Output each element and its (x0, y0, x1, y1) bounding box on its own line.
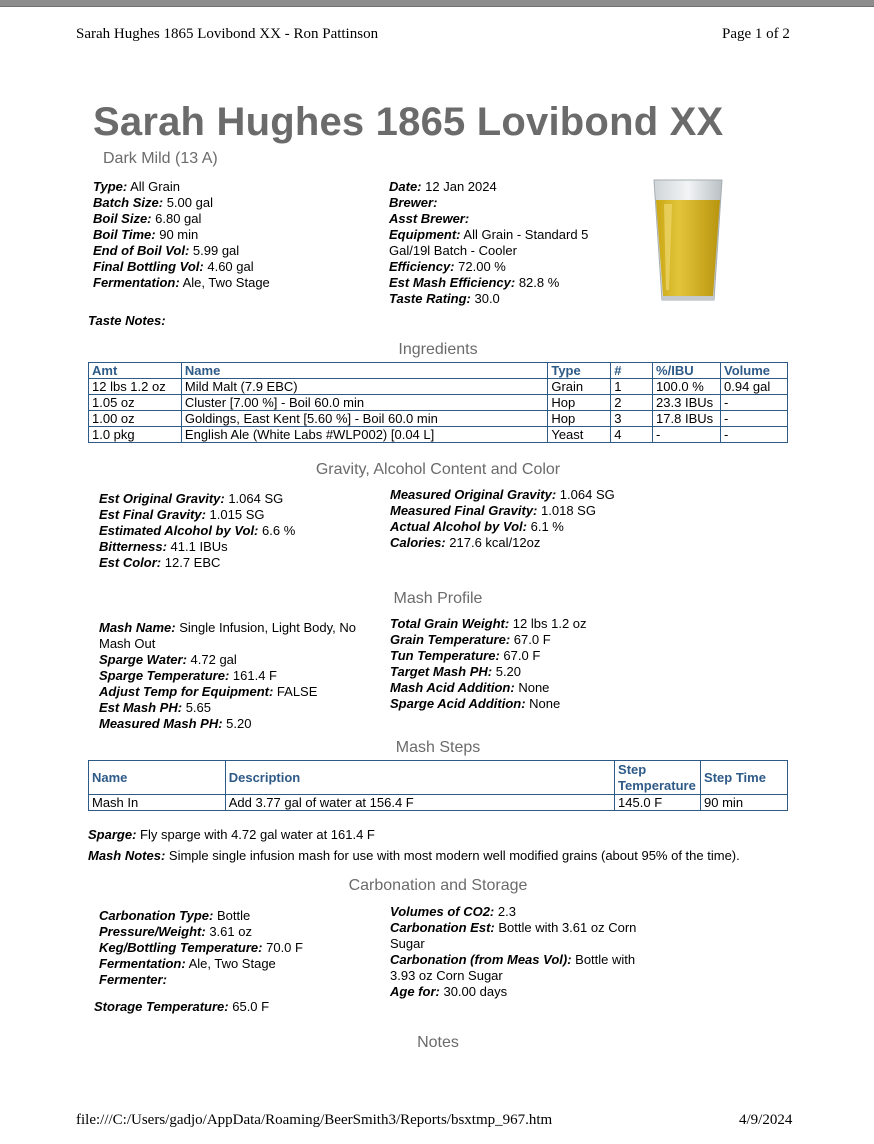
field-sparge-acid: Sparge Acid Addition: None (390, 696, 561, 711)
field-end-boil-vol: End of Boil Vol: 5.99 gal (93, 243, 240, 258)
header-title: Sarah Hughes 1865 Lovibond XX - Ron Pattinson (76, 26, 379, 42)
field-tun-temperature: Tun Temperature: 67.0 F (390, 648, 541, 663)
field-brewer: Brewer: (389, 195, 438, 210)
window-top-border (0, 0, 874, 7)
field-est-mash-efficiency: Est Mash Efficiency: 82.8 % (389, 275, 560, 290)
field-equipment: Equipment: All Grain - Standard 5 (389, 227, 589, 242)
table-row: 1.0 pkg English Ale (White Labs #WLP002) [0.04 L] Yeast 4 - - (89, 427, 788, 443)
field-target-mash-ph: Target Mash PH: 5.20 (390, 664, 522, 679)
table-row: Mash In Add 3.77 gal of water at 156.4 F 145.0 F 90 min (89, 795, 788, 811)
col-step-description: Description (225, 761, 614, 795)
field-est-fg: Est Final Gravity: 1.015 SG (99, 507, 265, 522)
field-bitterness: Bitterness: 41.1 IBUs (99, 539, 228, 554)
field-fermentation: Fermentation: Ale, Two Stage (93, 275, 270, 290)
section-mash-steps: Mash Steps (395, 739, 481, 756)
header-page-number: Page 1 of 2 (722, 26, 790, 42)
field-boil-time: Boil Time: 90 min (93, 227, 199, 242)
overview-right (389, 179, 588, 307)
col-name: Name (181, 363, 547, 379)
gravity-right (390, 487, 615, 551)
ingredients-table (88, 362, 788, 443)
col-step-temperature: Step Temperature (615, 761, 701, 795)
col-ibu: %/IBU (653, 363, 721, 379)
table-row: 1.05 oz Cluster [7.00 %] - Boil 60.0 min Hop 2 23.3 IBUs - (89, 395, 788, 411)
table-row: 1.00 oz Goldings, East Kent [5.60 %] - Boil 60.0 min Hop 3 17.8 IBUs - (89, 411, 788, 427)
section-ingredients: Ingredients (398, 341, 478, 358)
field-est-og: Est Original Gravity: 1.064 SG (99, 491, 284, 506)
col-number: # (611, 363, 653, 379)
mash-left (99, 620, 356, 732)
field-final-bottling-vol: Final Bottling Vol: 4.60 gal (93, 259, 254, 274)
field-taste-rating: Taste Rating: 30.0 (389, 291, 500, 306)
overview-left (93, 179, 270, 291)
field-age-for: Age for: 30.00 days (390, 984, 508, 999)
field-date: Date: 12 Jan 2024 (389, 179, 497, 194)
taste-notes-label: Taste Notes: (88, 313, 166, 328)
section-mash-profile: Mash Profile (393, 590, 483, 607)
field-efficiency: Efficiency: 72.00 % (389, 259, 506, 274)
field-mash-name: Mash Name: Single Infusion, Light Body, No (99, 620, 357, 635)
field-total-grain-weight: Total Grain Weight: 12 lbs 1.2 oz (390, 616, 587, 631)
recipe-title: Sarah Hughes 1865 Lovibond XX (93, 100, 724, 144)
mash-steps-header-row (89, 761, 788, 795)
field-carb-fermentation: Fermentation: Ale, Two Stage (99, 956, 276, 971)
field-calories: Calories: 217.6 kcal/12oz (390, 535, 541, 550)
field-est-abv: Estimated Alcohol by Vol: 6.6 % (99, 523, 296, 538)
col-step-time: Step Time (701, 761, 788, 795)
field-measured-mash-ph: Measured Mash PH: 5.20 (99, 716, 252, 731)
section-gravity: Gravity, Alcohol Content and Color (315, 461, 561, 478)
col-amt: Amt (89, 363, 182, 379)
mash-right (390, 616, 587, 712)
field-actual-abv: Actual Alcohol by Vol: 6.1 % (390, 519, 564, 534)
recipe-style: Dark Mild (13 A) (103, 150, 218, 167)
field-volumes-co2: Volumes of CO2: 2.3 (390, 904, 516, 919)
field-grain-temperature: Grain Temperature: 67.0 F (390, 632, 551, 647)
field-fermenter: Fermenter: (99, 972, 167, 987)
field-est-color: Est Color: 12.7 EBC (99, 555, 221, 570)
col-step-name: Name (89, 761, 226, 795)
field-carbonation-type: Carbonation Type: Bottle (99, 908, 251, 923)
col-type: Type (548, 363, 611, 379)
footer-file-path: file:///C:/Users/gadjo/AppData/Roaming/BeerSmith3/Reports/bsxtmp_967.htm (76, 1112, 553, 1128)
field-est-mash-ph: Est Mash PH: 5.65 (99, 700, 212, 715)
ingredients-header-row (89, 363, 788, 379)
beer-glass-icon (652, 178, 724, 307)
field-batch-size: Batch Size: 5.00 gal (93, 195, 213, 210)
field-mash-name-cont: Mash Out (99, 636, 156, 651)
mash-steps-table (88, 760, 788, 811)
field-asst-brewer: Asst Brewer: (389, 211, 470, 226)
table-row: 12 lbs 1.2 oz Mild Malt (7.9 EBC) Grain 1 100.0 % 0.94 gal (89, 379, 788, 395)
field-type: Type: All Grain (93, 179, 180, 194)
carb-left (99, 908, 303, 988)
sparge-line: Sparge: Fly sparge with 4.72 gal water at 161.4 F (88, 827, 375, 842)
field-measured-fg: Measured Final Gravity: 1.018 SG (390, 503, 596, 518)
field-mash-acid: Mash Acid Addition: None (390, 680, 550, 695)
field-carbonation-meas-cont: 3.93 oz Corn Sugar (390, 968, 503, 983)
section-carbonation: Carbonation and Storage (348, 877, 528, 894)
field-carbonation-est-cont: Sugar (390, 936, 425, 951)
field-adjust-temp: Adjust Temp for Equipment: FALSE (99, 684, 318, 699)
field-boil-size: Boil Size: 6.80 gal (93, 211, 202, 226)
field-sparge-water: Sparge Water: 4.72 gal (99, 652, 237, 667)
footer-date: 4/9/2024 (739, 1112, 793, 1128)
field-sparge-temperature: Sparge Temperature: 161.4 F (99, 668, 277, 683)
field-measured-og: Measured Original Gravity: 1.064 SG (390, 487, 615, 502)
mash-notes-line: Mash Notes: Simple single infusion mash for use with most modern well modified grains (about 95% of the time). (88, 848, 740, 863)
field-storage-temperature: Storage Temperature: 65.0 F (94, 999, 270, 1014)
carb-right (390, 904, 636, 1000)
field-carbonation-meas: Carbonation (from Meas Vol): Bottle with (390, 952, 636, 967)
field-carbonation-est: Carbonation Est: Bottle with 3.61 oz Corn (390, 920, 637, 935)
col-volume: Volume (721, 363, 788, 379)
section-notes: Notes (417, 1034, 459, 1051)
gravity-left (99, 491, 295, 571)
field-pressure-weight: Pressure/Weight: 3.61 oz (99, 924, 252, 939)
field-equipment-cont: Gal/19l Batch - Cooler (389, 243, 517, 258)
field-keg-bottling-temp: Keg/Bottling Temperature: 70.0 F (99, 940, 303, 955)
